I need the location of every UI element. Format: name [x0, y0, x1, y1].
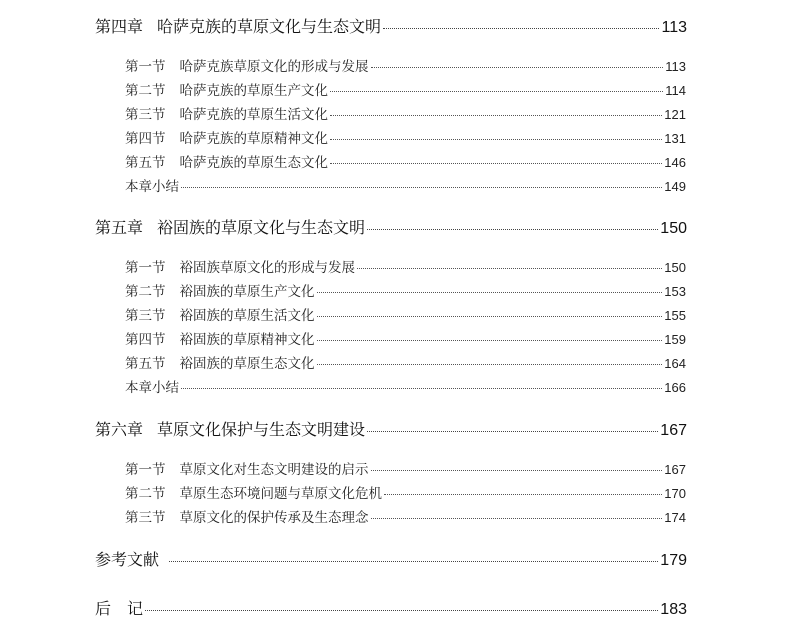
section-title: 哈萨克族的草原生产文化	[179, 83, 328, 99]
section-title: 裕固族的草原生态文化	[179, 356, 315, 372]
dot-leader	[317, 340, 663, 341]
toc-section[interactable]	[125, 151, 686, 171]
page-number: 121	[664, 107, 686, 122]
dot-leader	[330, 91, 663, 92]
dot-leader	[317, 316, 663, 317]
section-title: 裕固族的草原生活文化	[179, 308, 315, 324]
dot-leader	[367, 431, 658, 432]
dot-leader	[371, 518, 663, 519]
dot-leader	[317, 364, 663, 365]
section-number: 第三节	[125, 308, 166, 324]
section-title: 裕固族的草原生产文化	[179, 284, 315, 300]
section-title: 草原生态环境问题与草原文化危机	[179, 486, 382, 502]
toc-section[interactable]	[125, 103, 686, 123]
toc-afterword[interactable]	[95, 596, 687, 619]
section-number: 第五节	[125, 356, 166, 372]
section-title: 草原文化的保护传承及生态理念	[179, 510, 369, 526]
page-number: 153	[664, 284, 686, 299]
dot-leader	[371, 67, 664, 68]
toc-chapter-4[interactable]	[95, 14, 687, 37]
references-title: 参考文献	[95, 550, 160, 569]
page-number: 174	[664, 510, 686, 525]
page-number: 113	[661, 19, 687, 36]
page-number: 166	[664, 380, 686, 395]
page-number: 183	[660, 601, 687, 618]
section-title: 哈萨克族的草原生活文化	[179, 107, 328, 123]
section-title: 草原文化对生态文明建设的启示	[179, 462, 369, 478]
chapter-title: 草原文化保护与生态文明建设	[157, 420, 366, 439]
summary-title: 本章小结	[125, 179, 179, 195]
page-number: 167	[660, 422, 687, 439]
section-title: 哈萨克族的草原生态文化	[179, 155, 328, 171]
chapter-title: 哈萨克族的草原文化与生态文明	[157, 17, 382, 36]
toc-section[interactable]	[125, 482, 686, 502]
dot-leader	[383, 28, 659, 29]
section-number: 第一节	[125, 260, 166, 276]
toc-section[interactable]	[125, 328, 686, 348]
section-number: 第一节	[125, 59, 166, 75]
page-number: 167	[664, 462, 686, 477]
dot-leader	[330, 139, 662, 140]
toc-section[interactable]	[125, 352, 686, 372]
page-number: 164	[664, 356, 686, 371]
chapter-title: 裕固族的草原文化与生态文明	[157, 218, 366, 237]
page-number: 131	[664, 131, 686, 146]
section-number: 第四节	[125, 131, 166, 147]
dot-leader	[371, 470, 663, 471]
page-number: 155	[664, 308, 686, 323]
section-number: 第三节	[125, 107, 166, 123]
chapter-number: 第四章	[95, 17, 144, 36]
dot-leader	[330, 115, 662, 116]
section-title: 裕固族的草原精神文化	[179, 332, 315, 348]
page-number: 150	[664, 260, 686, 275]
section-title: 哈萨克族的草原精神文化	[179, 131, 328, 147]
section-number: 第二节	[125, 284, 166, 300]
toc-section[interactable]	[125, 55, 686, 75]
section-number: 第四节	[125, 332, 166, 348]
dot-leader	[181, 187, 662, 188]
toc-chapter-summary[interactable]	[125, 376, 686, 396]
page-number: 170	[664, 486, 686, 501]
dot-leader	[330, 163, 662, 164]
dot-leader	[169, 561, 658, 562]
dot-leader	[181, 388, 662, 389]
dot-leader	[367, 229, 658, 230]
toc-section[interactable]	[125, 79, 686, 99]
section-number: 第五节	[125, 155, 166, 171]
page-number: 179	[660, 552, 687, 569]
dot-leader	[357, 268, 662, 269]
page-number: 150	[660, 220, 687, 237]
toc-chapter-summary[interactable]	[125, 175, 686, 195]
page-number: 149	[664, 179, 686, 194]
section-number: 第二节	[125, 83, 166, 99]
toc-chapter-6[interactable]	[95, 417, 687, 440]
dot-leader	[145, 610, 658, 611]
dot-leader	[384, 494, 662, 495]
toc-section[interactable]	[125, 127, 686, 147]
toc-section[interactable]	[125, 506, 686, 526]
section-number: 第三节	[125, 510, 166, 526]
page-number: 114	[665, 83, 686, 98]
chapter-number: 第五章	[95, 218, 144, 237]
toc-references[interactable]	[95, 547, 687, 570]
toc-chapter-5[interactable]	[95, 215, 687, 238]
section-number: 第一节	[125, 462, 166, 478]
page-number: 113	[665, 59, 686, 74]
summary-title: 本章小结	[125, 380, 179, 396]
toc-section[interactable]	[125, 280, 686, 300]
toc-section[interactable]	[125, 304, 686, 324]
page-number: 159	[664, 332, 686, 347]
toc-section[interactable]	[125, 256, 686, 276]
section-number: 第二节	[125, 486, 166, 502]
toc-section[interactable]	[125, 458, 686, 478]
section-title: 哈萨克族草原文化的形成与发展	[179, 59, 369, 75]
page-number: 146	[664, 155, 686, 170]
chapter-number: 第六章	[95, 420, 144, 439]
dot-leader	[317, 292, 663, 293]
afterword-title: 后 记	[95, 599, 144, 618]
section-title: 裕固族草原文化的形成与发展	[179, 260, 355, 276]
